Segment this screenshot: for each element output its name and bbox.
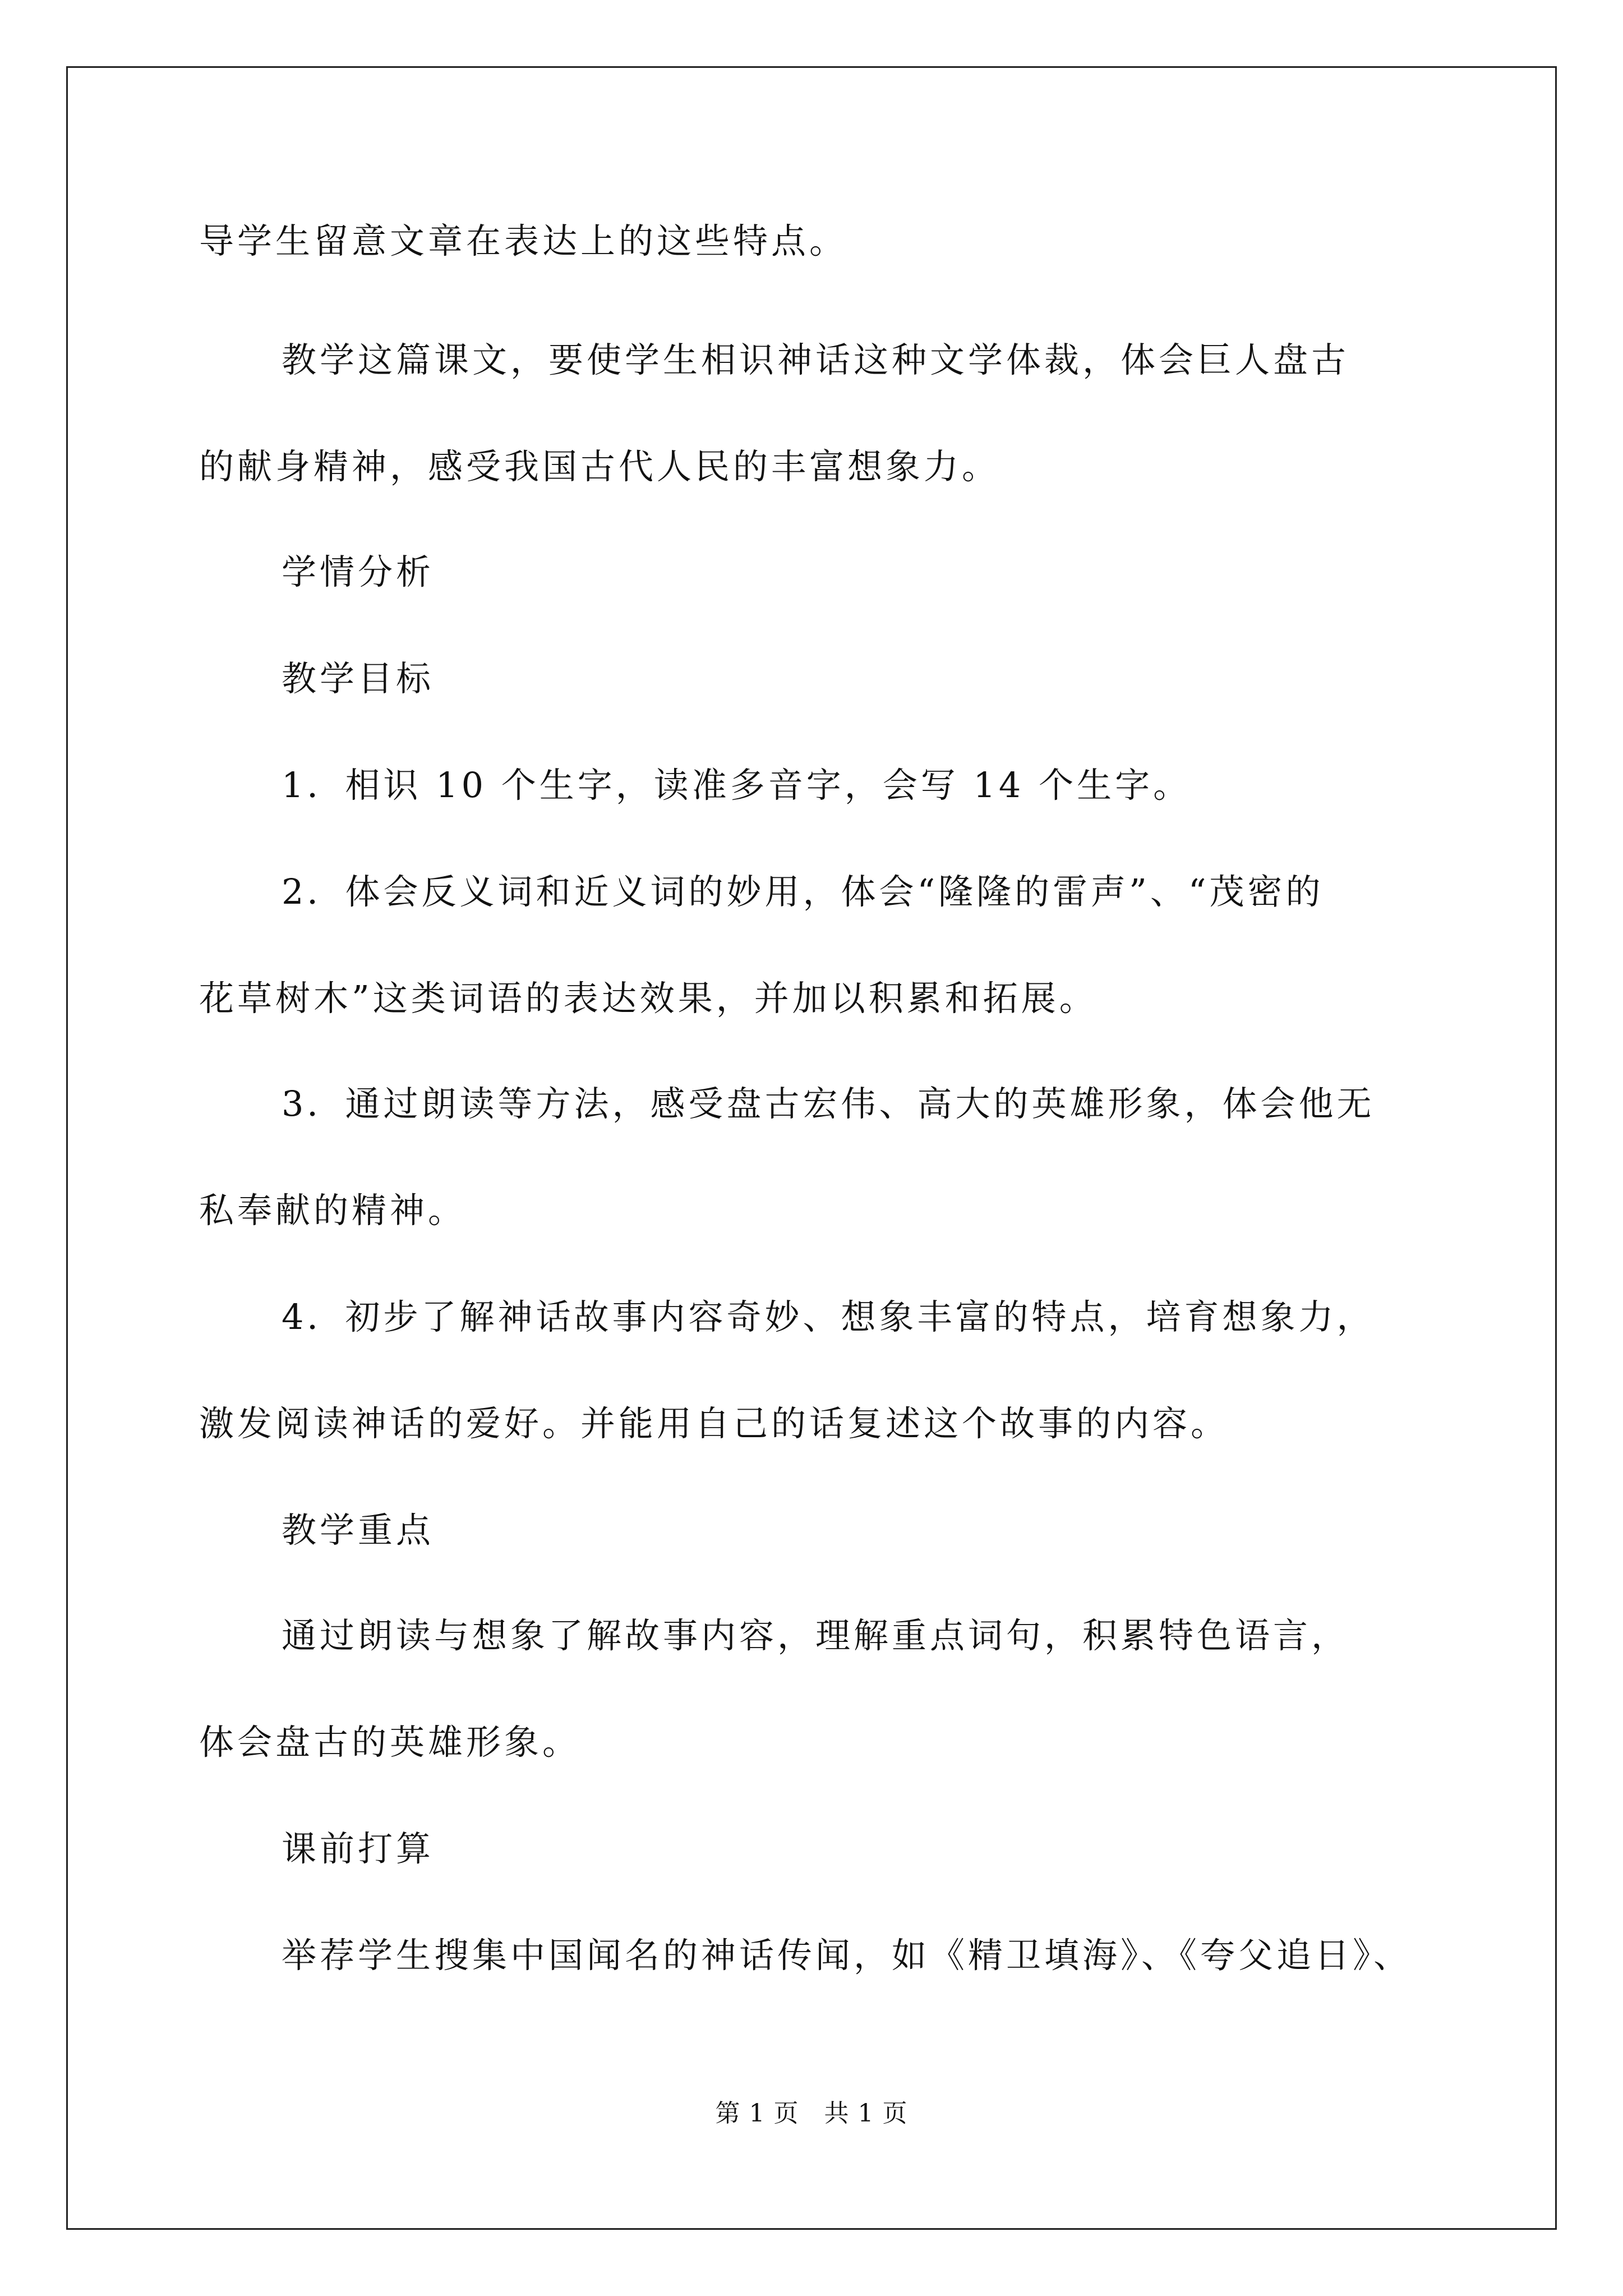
goal-item-3-cont: 私奉献的精神。 (199, 1190, 467, 1231)
goal-item-2: 2．体会反义词和近义词的妙用，体会“隆隆的雷声”、“茂密的 (282, 871, 1324, 912)
goal-item-3: 3．通过朗读等方法，感受盘古宏伟、高大的英雄形象，体会他无 (282, 1083, 1375, 1124)
goal-item-4: 4．初步了解神话故事内容奇妙、想象丰富的特点，培育想象力， (282, 1296, 1375, 1337)
section-heading-key-points: 教学重点 (282, 1510, 435, 1550)
goal-item-4-cont: 激发阅读神话的爱好。并能用自己的话复述这个故事的内容。 (199, 1403, 1229, 1444)
section-heading-preparation: 课前打算 (282, 1828, 435, 1869)
goal-item-2-cont: 花草树木”这类词语的表达效果，并加以积累和拓展。 (199, 978, 1098, 1019)
preparation-text: 举荐学生搜集中国闻名的神话传闻，如《精卫填海》、《夸父追日》、 (282, 1935, 1412, 1976)
key-points-text: 通过朗读与想象了解故事内容，理解重点词句，积累特色语言， (282, 1615, 1350, 1656)
page-border (66, 66, 1557, 2230)
section-heading-teaching-goals: 教学目标 (282, 658, 435, 699)
goal-item-1: 1．相识 10 个生字，读准多音字，会写 14 个生字。 (282, 765, 1192, 806)
body-line-1: 导学生留意文章在表达上的这些特点。 (199, 220, 848, 261)
page-number-footer: 第 1 页 共 1 页 (715, 2099, 908, 2128)
body-line-2: 教学这篇课文，要使学生相识神话这种文学体裁，体会巨人盘古 (282, 339, 1350, 380)
section-heading-learning-analysis: 学情分析 (282, 551, 435, 592)
key-points-text-cont: 体会盘古的英雄形象。 (199, 1722, 581, 1763)
body-line-3: 的献身精神，感受我国古代人民的丰富想象力。 (199, 446, 1000, 487)
